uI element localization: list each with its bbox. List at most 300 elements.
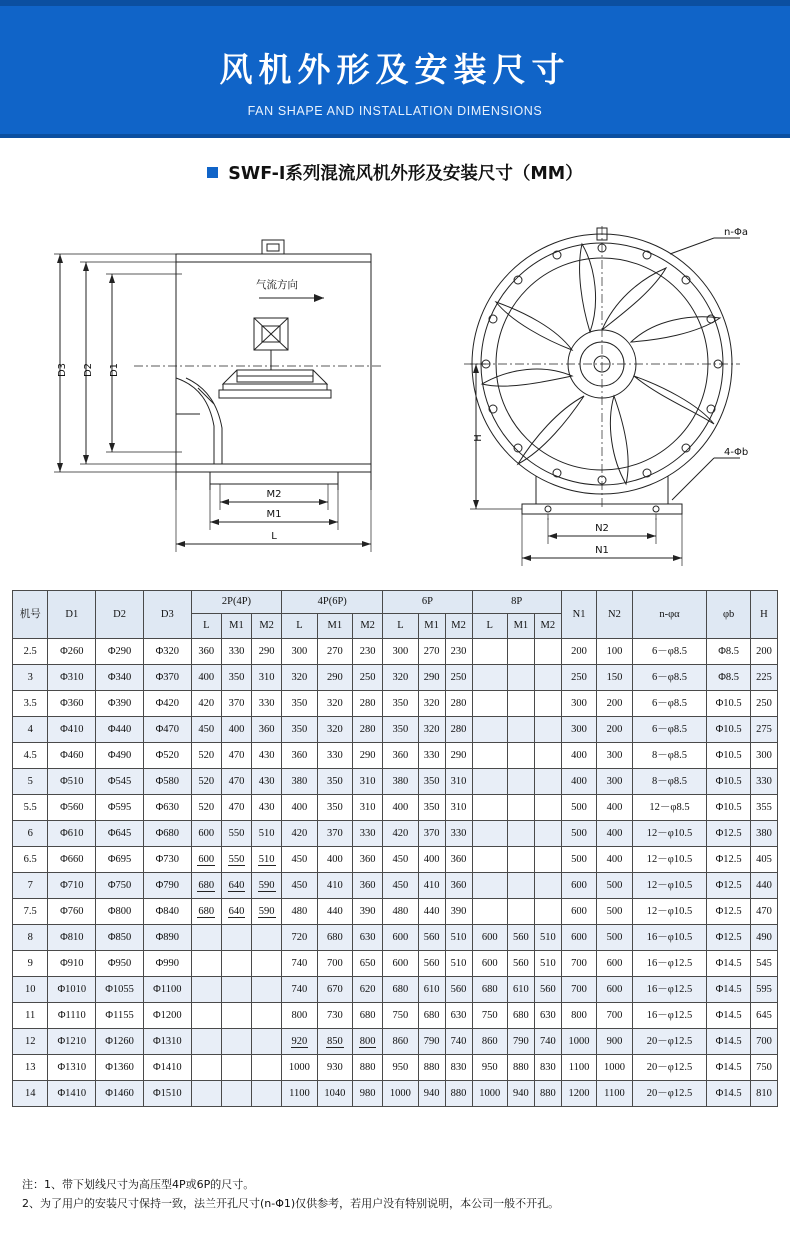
table-cell: 590	[252, 899, 282, 925]
table-cell: 440	[418, 899, 445, 925]
table-cell: 880	[353, 1055, 383, 1081]
table-cell: Φ1010	[48, 977, 96, 1003]
table-cell: 700	[750, 1029, 777, 1055]
table-cell: 390	[445, 899, 472, 925]
table-cell: 680	[472, 977, 507, 1003]
table-cell: 310	[252, 665, 282, 691]
table-cell: 500	[561, 847, 596, 873]
bullet-square-icon	[207, 167, 218, 178]
table-cell: 610	[507, 977, 534, 1003]
table-cell: Φ320	[143, 639, 191, 665]
table-cell: Φ12.5	[707, 899, 751, 925]
table-cell: Φ1155	[96, 1003, 144, 1029]
table-cell: 400	[561, 743, 596, 769]
table-cell: Φ290	[96, 639, 144, 665]
table-cell: 410	[317, 873, 352, 899]
table-cell: 20－φ12.5	[632, 1081, 707, 1107]
table-cell: 500	[597, 899, 632, 925]
table-cell: 16－φ12.5	[632, 1003, 707, 1029]
table-cell: 630	[534, 1003, 561, 1029]
dim-label-d1: D1	[109, 362, 120, 378]
col-header-h: H	[750, 591, 777, 639]
col-header-4p-l: L	[282, 614, 317, 639]
table-cell: 400	[561, 769, 596, 795]
table-cell	[252, 1081, 282, 1107]
cell-model-number: 3.5	[13, 691, 48, 717]
dim-label-l: L	[271, 531, 277, 542]
table-cell	[472, 639, 507, 665]
table-cell: 400	[597, 795, 632, 821]
table-cell	[534, 691, 561, 717]
table-cell: Φ510	[48, 769, 96, 795]
table-cell: 630	[445, 1003, 472, 1029]
table-cell: 880	[507, 1055, 534, 1081]
table-cell: 700	[317, 951, 352, 977]
airflow-label: 气流方向	[256, 279, 298, 291]
table-cell: Φ1100	[143, 977, 191, 1003]
table-cell: 400	[317, 847, 352, 873]
table-cell	[472, 717, 507, 743]
cell-model-number: 13	[13, 1055, 48, 1081]
table-cell: 290	[418, 665, 445, 691]
table-cell: 520	[191, 795, 221, 821]
table-cell	[534, 847, 561, 873]
table-cell: 550	[221, 847, 251, 873]
label-n-phi-a: n-Φa	[724, 227, 748, 238]
table-cell: 300	[597, 743, 632, 769]
table-cell: 560	[507, 951, 534, 977]
table-cell: 225	[750, 665, 777, 691]
table-cell: 600	[191, 847, 221, 873]
table-cell: 480	[282, 899, 317, 925]
table-cell: Φ470	[143, 717, 191, 743]
table-cell	[472, 665, 507, 691]
table-cell: 12－φ10.5	[632, 899, 707, 925]
table-cell: 430	[252, 795, 282, 821]
table-cell: Φ1110	[48, 1003, 96, 1029]
table-cell: 300	[561, 717, 596, 743]
table-cell: 360	[445, 847, 472, 873]
cell-model-number: 5.5	[13, 795, 48, 821]
table-cell: Φ800	[96, 899, 144, 925]
table-cell: 310	[445, 795, 472, 821]
table-cell: 290	[445, 743, 472, 769]
table-cell: Φ560	[48, 795, 96, 821]
table-cell: 900	[597, 1029, 632, 1055]
table-cell: 600	[383, 951, 418, 977]
table-cell: 250	[750, 691, 777, 717]
table-cell	[507, 717, 534, 743]
dim-label-d3: D3	[57, 362, 68, 378]
col-header-2p-m1: M1	[221, 614, 251, 639]
table-cell: 645	[750, 1003, 777, 1029]
table-cell: 600	[383, 925, 418, 951]
table-cell: Φ595	[96, 795, 144, 821]
table-cell: 310	[353, 769, 383, 795]
table-cell: 600	[597, 977, 632, 1003]
table-cell: Φ260	[48, 639, 96, 665]
table-cell: 12－φ8.5	[632, 795, 707, 821]
table-cell: Φ710	[48, 873, 96, 899]
table-cell: 360	[353, 873, 383, 899]
label-4-phi-b: 4-Φb	[724, 447, 749, 458]
table-cell: 290	[317, 665, 352, 691]
table-cell: 680	[191, 873, 221, 899]
table-cell: 1100	[561, 1055, 596, 1081]
table-cell	[191, 1029, 221, 1055]
table-cell	[191, 1003, 221, 1029]
table-cell	[534, 665, 561, 691]
table-cell: 250	[561, 665, 596, 691]
table-cell	[507, 847, 534, 873]
table-cell: 590	[252, 873, 282, 899]
table-cell: 6－φ8.5	[632, 717, 707, 743]
table-cell: Φ610	[48, 821, 96, 847]
table-cell: 420	[282, 821, 317, 847]
table-cell: Φ1055	[96, 977, 144, 1003]
cell-model-number: 10	[13, 977, 48, 1003]
table-cell: 740	[445, 1029, 472, 1055]
table-cell: Φ440	[96, 717, 144, 743]
table-cell: 300	[597, 769, 632, 795]
table-cell	[472, 821, 507, 847]
table-cell: Φ10.5	[707, 717, 751, 743]
table-cell: 430	[252, 743, 282, 769]
table-row	[13, 639, 778, 665]
table-cell: 545	[750, 951, 777, 977]
table-cell: 520	[191, 743, 221, 769]
table-cell: Φ950	[96, 951, 144, 977]
table-cell: 450	[191, 717, 221, 743]
cell-model-number: 14	[13, 1081, 48, 1107]
table-cell: Φ890	[143, 925, 191, 951]
table-row	[13, 925, 778, 951]
table-cell: 740	[534, 1029, 561, 1055]
table-cell: 830	[534, 1055, 561, 1081]
col-header-jihao: 机号	[13, 591, 48, 639]
table-cell	[191, 977, 221, 1003]
table-cell: 320	[282, 665, 317, 691]
group-header-4p: 4P(6P)	[282, 591, 383, 614]
table-cell: 440	[317, 899, 352, 925]
table-cell	[221, 977, 251, 1003]
spec-table	[12, 590, 778, 1107]
table-cell: 420	[191, 691, 221, 717]
table-cell: 510	[252, 847, 282, 873]
table-cell: Φ810	[48, 925, 96, 951]
table-cell: 230	[353, 639, 383, 665]
table-cell	[221, 1055, 251, 1081]
footnote-1: 注：1、带下划线尺寸为高压型4P或6P的尺寸。	[22, 1178, 255, 1191]
table-cell: 250	[445, 665, 472, 691]
table-cell	[191, 1055, 221, 1081]
table-cell: 360	[353, 847, 383, 873]
table-cell: 290	[353, 743, 383, 769]
col-header-6p-l: L	[383, 614, 418, 639]
table-cell: 280	[353, 691, 383, 717]
table-cell: 360	[383, 743, 418, 769]
col-header-2p-l: L	[191, 614, 221, 639]
table-cell: 560	[418, 951, 445, 977]
group-header-2p: 2P(4P)	[191, 591, 282, 614]
table-cell: 330	[750, 769, 777, 795]
dim-label-n1: N1	[595, 545, 609, 556]
table-cell: Φ14.5	[707, 977, 751, 1003]
spec-table-group-row	[13, 591, 778, 614]
table-cell: 400	[597, 821, 632, 847]
table-cell: 360	[282, 743, 317, 769]
table-cell: Φ1410	[48, 1081, 96, 1107]
table-cell: Φ12.5	[707, 925, 751, 951]
table-cell: 16－φ12.5	[632, 977, 707, 1003]
table-cell: Φ360	[48, 691, 96, 717]
table-cell: 1100	[597, 1081, 632, 1107]
table-cell: 510	[445, 951, 472, 977]
table-cell: 360	[191, 639, 221, 665]
table-cell: 500	[597, 925, 632, 951]
table-cell: 600	[561, 925, 596, 951]
col-header-8p-l: L	[472, 614, 507, 639]
table-cell: 980	[353, 1081, 383, 1107]
table-cell: 520	[191, 769, 221, 795]
table-cell: 8－φ8.5	[632, 769, 707, 795]
table-cell: Φ580	[143, 769, 191, 795]
table-cell: Φ410	[48, 717, 96, 743]
table-cell: 480	[383, 899, 418, 925]
table-cell	[507, 665, 534, 691]
table-row	[13, 1029, 778, 1055]
table-cell: Φ1510	[143, 1081, 191, 1107]
table-cell: Φ1460	[96, 1081, 144, 1107]
table-row	[13, 951, 778, 977]
col-header-d1: D1	[48, 591, 96, 639]
table-cell: 150	[597, 665, 632, 691]
table-cell: Φ1310	[143, 1029, 191, 1055]
table-cell: 730	[317, 1003, 352, 1029]
table-cell: Φ12.5	[707, 873, 751, 899]
table-cell: Φ680	[143, 821, 191, 847]
table-cell	[221, 1003, 251, 1029]
table-cell: 400	[597, 847, 632, 873]
table-cell: 330	[317, 743, 352, 769]
table-cell: 940	[418, 1081, 445, 1107]
table-cell	[252, 1055, 282, 1081]
table-cell: 380	[750, 821, 777, 847]
table-cell: Φ645	[96, 821, 144, 847]
table-cell: Φ660	[48, 847, 96, 873]
page-title: 风机外形及安装尺寸	[219, 50, 571, 89]
table-cell: 800	[353, 1029, 383, 1055]
table-cell	[252, 1029, 282, 1055]
table-cell: Φ370	[143, 665, 191, 691]
table-cell	[472, 873, 507, 899]
table-cell	[534, 899, 561, 925]
table-cell: 450	[282, 873, 317, 899]
table-cell: Φ12.5	[707, 847, 751, 873]
table-cell: 630	[353, 925, 383, 951]
cell-model-number: 3	[13, 665, 48, 691]
table-cell: 270	[418, 639, 445, 665]
table-cell: 750	[472, 1003, 507, 1029]
cell-model-number: 2.5	[13, 639, 48, 665]
table-cell: 610	[418, 977, 445, 1003]
table-cell: 350	[383, 691, 418, 717]
table-cell: 740	[282, 951, 317, 977]
table-cell: 510	[445, 925, 472, 951]
table-cell: 595	[750, 977, 777, 1003]
table-cell: 280	[445, 717, 472, 743]
table-cell: 300	[383, 639, 418, 665]
table-cell: 1000	[561, 1029, 596, 1055]
spec-table-container	[12, 590, 778, 1107]
col-header-d2: D2	[96, 591, 144, 639]
dim-label-h: H	[473, 434, 484, 442]
col-header-6p-m1: M1	[418, 614, 445, 639]
table-cell: 600	[597, 951, 632, 977]
table-cell	[534, 717, 561, 743]
table-cell: Φ460	[48, 743, 96, 769]
cell-model-number: 7	[13, 873, 48, 899]
col-header-8p-m1: M1	[507, 614, 534, 639]
col-header-4p-m2: M2	[353, 614, 383, 639]
table-cell: 230	[445, 639, 472, 665]
table-cell: 1000	[282, 1055, 317, 1081]
table-cell: 500	[597, 873, 632, 899]
table-cell	[252, 1003, 282, 1029]
page-banner	[0, 0, 790, 138]
cell-model-number: 9	[13, 951, 48, 977]
table-cell: Φ14.5	[707, 1081, 751, 1107]
table-cell	[221, 951, 251, 977]
table-cell: 790	[418, 1029, 445, 1055]
table-cell: Φ695	[96, 847, 144, 873]
table-cell: 790	[507, 1029, 534, 1055]
table-cell: 440	[750, 873, 777, 899]
table-cell: Φ490	[96, 743, 144, 769]
table-cell: 350	[282, 717, 317, 743]
technical-drawing	[24, 218, 766, 586]
table-cell: 1100	[282, 1081, 317, 1107]
table-cell: 600	[191, 821, 221, 847]
section-caption	[0, 160, 790, 185]
table-cell: 350	[317, 795, 352, 821]
table-cell: 355	[750, 795, 777, 821]
table-cell	[534, 639, 561, 665]
banner-top-rule	[0, 0, 790, 6]
cell-model-number: 4.5	[13, 743, 48, 769]
table-cell: 330	[353, 821, 383, 847]
table-cell: 680	[353, 1003, 383, 1029]
table-cell: Φ850	[96, 925, 144, 951]
table-row	[13, 899, 778, 925]
table-cell: 20－φ12.5	[632, 1055, 707, 1081]
table-cell: 400	[418, 847, 445, 873]
table-row	[13, 691, 778, 717]
table-cell: 940	[507, 1081, 534, 1107]
table-cell: 12－φ10.5	[632, 821, 707, 847]
table-cell: 350	[282, 691, 317, 717]
table-cell: 310	[445, 769, 472, 795]
table-cell	[507, 691, 534, 717]
cell-model-number: 12	[13, 1029, 48, 1055]
table-row	[13, 821, 778, 847]
table-cell: 880	[418, 1055, 445, 1081]
table-cell: 560	[418, 925, 445, 951]
table-cell: 350	[418, 795, 445, 821]
table-cell: 280	[353, 717, 383, 743]
table-cell: Φ910	[48, 951, 96, 977]
table-cell: 320	[317, 691, 352, 717]
table-cell: 1000	[383, 1081, 418, 1107]
table-cell: Φ390	[96, 691, 144, 717]
table-cell: Φ12.5	[707, 821, 751, 847]
table-cell: 100	[597, 639, 632, 665]
table-cell	[534, 795, 561, 821]
table-cell: 330	[418, 743, 445, 769]
table-cell: 950	[383, 1055, 418, 1081]
table-cell: 200	[597, 717, 632, 743]
table-cell: Φ14.5	[707, 951, 751, 977]
table-cell: 560	[534, 977, 561, 1003]
table-cell	[472, 691, 507, 717]
col-header-d3: D3	[143, 591, 191, 639]
table-cell: Φ14.5	[707, 1003, 751, 1029]
table-cell: Φ545	[96, 769, 144, 795]
table-cell: Φ310	[48, 665, 96, 691]
table-cell: 320	[418, 691, 445, 717]
col-header-6p-m2: M2	[445, 614, 472, 639]
table-row	[13, 873, 778, 899]
table-cell: 350	[383, 717, 418, 743]
table-cell: 600	[561, 899, 596, 925]
footnotes	[22, 1175, 772, 1213]
table-cell	[534, 873, 561, 899]
table-cell: Φ790	[143, 873, 191, 899]
table-cell: 330	[221, 639, 251, 665]
table-cell	[472, 743, 507, 769]
table-cell: 16－φ12.5	[632, 951, 707, 977]
table-cell: Φ340	[96, 665, 144, 691]
spec-table-head	[13, 591, 778, 639]
group-header-6p: 6P	[383, 591, 472, 614]
table-cell: 920	[282, 1029, 317, 1055]
table-cell: 720	[282, 925, 317, 951]
table-cell: 16－φ10.5	[632, 925, 707, 951]
table-cell	[507, 743, 534, 769]
table-cell: 400	[221, 717, 251, 743]
table-cell: 650	[353, 951, 383, 977]
table-cell: 600	[472, 951, 507, 977]
table-row	[13, 795, 778, 821]
table-cell: 400	[383, 795, 418, 821]
table-cell: 640	[221, 873, 251, 899]
table-cell	[191, 951, 221, 977]
table-cell: 510	[534, 951, 561, 977]
table-cell: 450	[383, 847, 418, 873]
table-cell: 750	[383, 1003, 418, 1029]
table-cell: 200	[750, 639, 777, 665]
table-cell: Φ10.5	[707, 691, 751, 717]
page-subtitle: FAN SHAPE AND INSTALLATION DIMENSIONS	[247, 104, 543, 118]
table-row	[13, 847, 778, 873]
table-cell: 950	[472, 1055, 507, 1081]
table-cell: 1200	[561, 1081, 596, 1107]
table-cell	[472, 769, 507, 795]
table-cell: 600	[561, 873, 596, 899]
table-cell: Φ1360	[96, 1055, 144, 1081]
table-cell: Φ990	[143, 951, 191, 977]
table-cell: Φ630	[143, 795, 191, 821]
